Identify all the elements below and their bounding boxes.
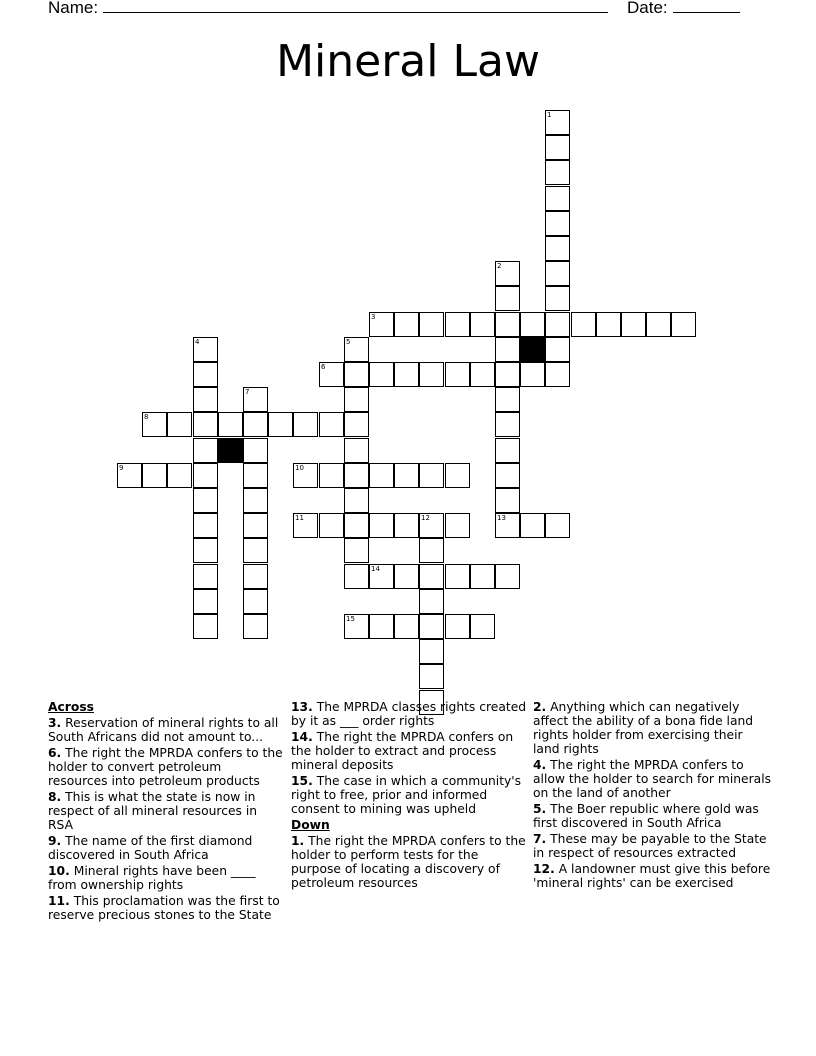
crossword-cell[interactable] [419, 564, 444, 589]
clue-number: 1. [291, 834, 305, 848]
crossword-cell[interactable] [142, 412, 167, 437]
crossword-cell[interactable] [495, 412, 520, 437]
down-heading: Down [291, 818, 330, 832]
crossword-cell[interactable] [344, 614, 369, 639]
crossword-cell[interactable] [193, 337, 218, 362]
clue-number-label: 2 [497, 262, 502, 270]
crossword-cell[interactable] [394, 614, 419, 639]
crossword-cell[interactable] [394, 312, 419, 337]
crossword-cell[interactable] [495, 488, 520, 513]
crossword-cell[interactable] [369, 513, 394, 538]
clue-item [48, 716, 284, 744]
clue-item [291, 834, 527, 890]
clue-item [533, 758, 773, 800]
clue-number: 4. [533, 758, 547, 772]
crossword-cell[interactable] [470, 362, 495, 387]
crossword-cell[interactable] [344, 387, 369, 412]
crossword-cell[interactable] [495, 564, 520, 589]
crossword-cell[interactable] [369, 312, 394, 337]
clue-text: Anything which can negatively affect the ability of a bona fide land rights holder from exercising their land rights [533, 700, 754, 756]
clue-text: The right the MPRDA confers to allow the holder to search for minerals on the land of another [533, 758, 772, 800]
crossword-cell[interactable] [193, 614, 218, 639]
crossword-cell[interactable] [394, 564, 419, 589]
clue-item [533, 802, 773, 830]
crossword-cell[interactable] [243, 488, 268, 513]
crossword-cell[interactable] [419, 513, 444, 538]
clue-number: 11. [48, 894, 70, 908]
clue-number: 15. [291, 774, 313, 788]
clue-number-label: 15 [346, 615, 355, 623]
crossword-cell[interactable] [419, 362, 444, 387]
crossword-cell[interactable] [545, 186, 570, 211]
clue-number-label: 1 [547, 111, 552, 119]
clue-item [48, 746, 284, 788]
clue-text: A landowner must give this before 'mineral rights' can be exercised [533, 862, 771, 890]
clue-item [48, 790, 284, 832]
name-label: Name: [48, 0, 99, 17]
crossword-cell[interactable] [344, 488, 369, 513]
crossword-cell[interactable] [545, 110, 570, 135]
crossword-cell[interactable] [344, 412, 369, 437]
crossword-cell[interactable] [495, 312, 520, 337]
crossword-cell[interactable] [344, 513, 369, 538]
crossword-cell[interactable] [520, 362, 545, 387]
crossword-cell[interactable] [117, 463, 142, 488]
crossword-cell[interactable] [193, 488, 218, 513]
crossword-cell[interactable] [344, 463, 369, 488]
crossword-cell[interactable] [344, 362, 369, 387]
black-square [218, 438, 243, 463]
crossword-cell[interactable] [571, 312, 596, 337]
clues-column-1 [48, 700, 284, 924]
clue-item [533, 832, 773, 860]
clue-text: This is what the state is now in respect of all mineral resources in RSA [48, 790, 258, 832]
crossword-cell[interactable] [419, 639, 444, 664]
crossword-cell[interactable] [495, 463, 520, 488]
crossword-cell[interactable] [445, 513, 470, 538]
clue-number-label: 14 [371, 565, 380, 573]
clue-number-label: 5 [346, 338, 351, 346]
crossword-cell[interactable] [495, 362, 520, 387]
crossword-cell[interactable] [545, 135, 570, 160]
clue-number-label: 8 [144, 413, 149, 421]
crossword-cell[interactable] [545, 236, 570, 261]
crossword-cell[interactable] [419, 664, 444, 689]
clue-number: 3. [48, 716, 62, 730]
crossword-cell[interactable] [293, 463, 318, 488]
crossword-cell[interactable] [344, 438, 369, 463]
crossword-cell[interactable] [470, 564, 495, 589]
clue-number: 10. [48, 864, 70, 878]
crossword-cell[interactable] [344, 538, 369, 563]
crossword-cell[interactable] [243, 463, 268, 488]
clue-item [291, 700, 527, 728]
crossword-cell[interactable] [193, 564, 218, 589]
clue-number: 5. [533, 802, 547, 816]
clue-number-label: 10 [295, 464, 304, 472]
clue-item [48, 834, 284, 862]
crossword-cell[interactable] [193, 387, 218, 412]
crossword-cell[interactable] [344, 564, 369, 589]
crossword-cell[interactable] [520, 312, 545, 337]
clue-text: These may be payable to the State in respect of resources extracted [533, 832, 767, 860]
crossword-cell[interactable] [445, 564, 470, 589]
across-heading: Across [48, 700, 94, 714]
crossword-cell[interactable] [243, 387, 268, 412]
crossword-cell[interactable] [369, 463, 394, 488]
crossword-cell[interactable] [445, 362, 470, 387]
clue-text: The right the MPRDA confers to the holder to perform tests for the purpose of locating a discovery of petroleum resources [291, 834, 526, 890]
crossword-cell[interactable] [167, 463, 192, 488]
clue-text: The Boer republic where gold was first discovered in South Africa [533, 802, 759, 830]
clue-text: This proclamation was the first to reserve precious stones to the State [48, 894, 280, 922]
clues-column-2 [291, 700, 527, 892]
clues-column-3 [533, 700, 773, 892]
crossword-cell[interactable] [394, 513, 419, 538]
crossword-cell[interactable] [319, 513, 344, 538]
clue-number-label: 7 [245, 388, 250, 396]
crossword-cell[interactable] [369, 564, 394, 589]
crossword-cell[interactable] [293, 412, 318, 437]
crossword-cell[interactable] [495, 286, 520, 311]
crossword-cell[interactable] [495, 513, 520, 538]
crossword-cell[interactable] [193, 463, 218, 488]
crossword-cell[interactable] [419, 538, 444, 563]
crossword-cell[interactable] [394, 362, 419, 387]
clue-number-label: 13 [497, 514, 506, 522]
crossword-cell[interactable] [545, 160, 570, 185]
crossword-cell[interactable] [193, 412, 218, 437]
crossword-cell[interactable] [193, 589, 218, 614]
clue-item [48, 864, 284, 892]
crossword-cell[interactable] [243, 589, 268, 614]
crossword-cell[interactable] [193, 513, 218, 538]
clue-text: The name of the first diamond discovered in South Africa [48, 834, 253, 862]
crossword-cell[interactable] [445, 614, 470, 639]
crossword-cell[interactable] [142, 463, 167, 488]
crossword-cell[interactable] [243, 538, 268, 563]
crossword-cell[interactable] [167, 412, 192, 437]
crossword-cell[interactable] [545, 513, 570, 538]
clue-number: 8. [48, 790, 62, 804]
clue-number-label: 3 [371, 313, 376, 321]
clue-text: Mineral rights have been ____ from ownership rights [48, 864, 256, 892]
crossword-cell[interactable] [243, 513, 268, 538]
crossword-cell[interactable] [243, 412, 268, 437]
crossword-cell[interactable] [243, 438, 268, 463]
clue-number: 13. [291, 700, 313, 714]
clue-number-label: 6 [321, 363, 326, 371]
crossword-cell[interactable] [394, 463, 419, 488]
page-title: Mineral Law [276, 36, 540, 87]
clue-number: 6. [48, 746, 62, 760]
clue-text: Reservation of mineral rights to all South Africans did not amount to... [48, 716, 279, 744]
clue-text: The right the MPRDA confers on the holder to extract and process mineral deposits [291, 730, 514, 772]
crossword-cell[interactable] [419, 589, 444, 614]
crossword-cell[interactable] [319, 362, 344, 387]
crossword-cell[interactable] [445, 312, 470, 337]
clue-text: The MPRDA classes rights created by it as ___ order rights [291, 700, 527, 728]
crossword-cell[interactable] [545, 362, 570, 387]
crossword-cell[interactable] [268, 412, 293, 437]
crossword-cell[interactable] [470, 312, 495, 337]
clue-number-label: 4 [195, 338, 200, 346]
clue-text: The right the MPRDA confers to the holder to convert petroleum resources into petroleum products [48, 746, 283, 788]
crossword-cell[interactable] [369, 614, 394, 639]
clue-number: 2. [533, 700, 547, 714]
crossword-cell[interactable] [470, 614, 495, 639]
crossword-cell[interactable] [495, 261, 520, 286]
crossword-cell[interactable] [646, 312, 671, 337]
crossword-cell[interactable] [495, 387, 520, 412]
clue-number: 9. [48, 834, 62, 848]
black-square [520, 337, 545, 362]
crossword-cell[interactable] [495, 337, 520, 362]
crossword-cell[interactable] [243, 564, 268, 589]
clue-item [291, 730, 527, 772]
clue-text: The case in which a community's right to free, prior and informed consent to mining was upheld [291, 774, 522, 816]
crossword-cell[interactable] [293, 513, 318, 538]
clue-number-label: 9 [119, 464, 124, 472]
crossword-cell[interactable] [596, 312, 621, 337]
crossword-cell[interactable] [545, 261, 570, 286]
crossword-cell[interactable] [243, 614, 268, 639]
crossword-cell[interactable] [545, 337, 570, 362]
crossword-cell[interactable] [319, 463, 344, 488]
clue-number: 7. [533, 832, 547, 846]
crossword-cell[interactable] [419, 614, 444, 639]
clue-number-label: 12 [421, 514, 430, 522]
clue-number: 12. [533, 862, 555, 876]
clue-item [291, 774, 527, 816]
crossword-cell[interactable] [621, 312, 646, 337]
crossword-cell[interactable] [193, 438, 218, 463]
crossword-cell[interactable] [419, 312, 444, 337]
clue-item [533, 700, 773, 756]
clue-number: 14. [291, 730, 313, 744]
crossword-cell[interactable] [545, 312, 570, 337]
clue-number-label: 11 [295, 514, 304, 522]
crossword-cell[interactable] [319, 412, 344, 437]
crossword-cell[interactable] [369, 362, 394, 387]
date-label: Date: [627, 0, 668, 17]
crossword-cell[interactable] [520, 513, 545, 538]
clue-item [48, 894, 284, 922]
crossword-cell[interactable] [193, 538, 218, 563]
crossword-cell[interactable] [495, 438, 520, 463]
crossword-cell[interactable] [445, 463, 470, 488]
crossword-cell[interactable] [344, 337, 369, 362]
crossword-cell[interactable] [671, 312, 696, 337]
crossword-cell[interactable] [193, 362, 218, 387]
clue-item [533, 862, 773, 890]
crossword-cell[interactable] [545, 211, 570, 236]
crossword-cell[interactable] [545, 286, 570, 311]
crossword-cell[interactable] [218, 412, 243, 437]
crossword-cell[interactable] [419, 463, 444, 488]
